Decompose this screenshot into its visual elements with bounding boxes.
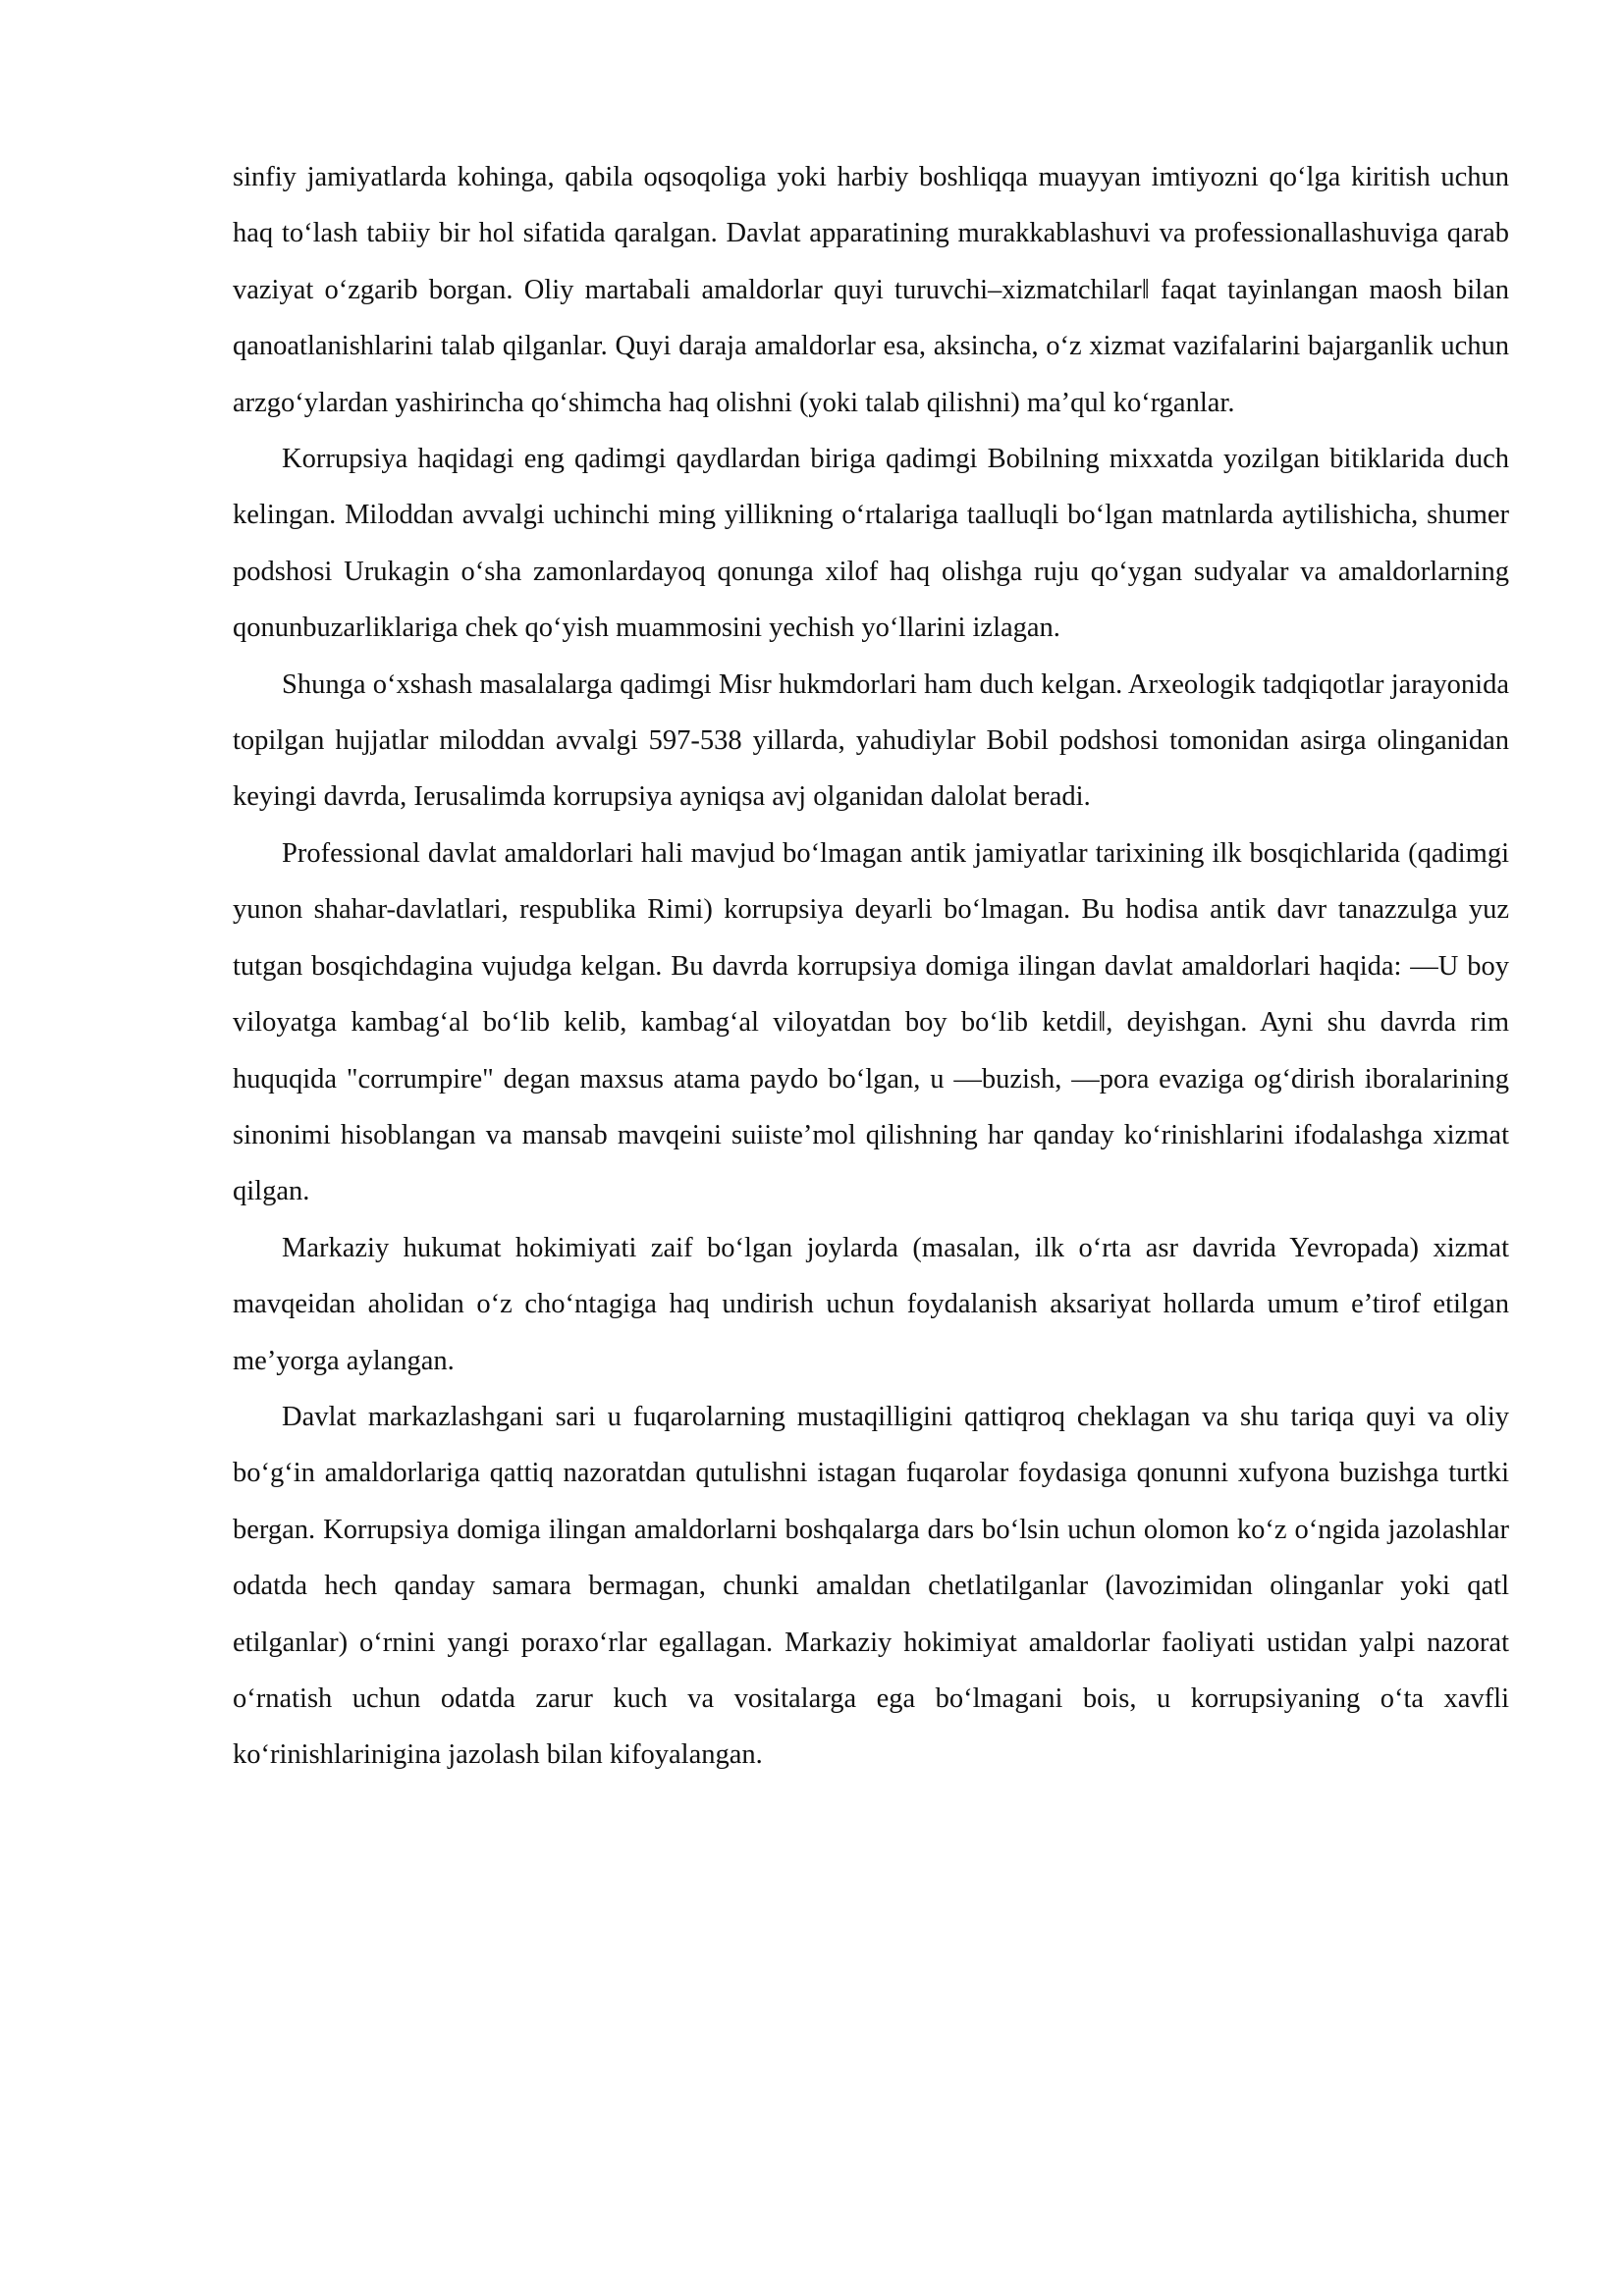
paragraph-antiquity: Professional davlat amaldorlari hali mavjud bo‘lmagan antik jamiyatlar tarixining ilk bosqichlarida (qadimgi yunon shahar-davlatlari, respublika Rimi) korrupsiya deyarli bo‘lmagan. Bu hodisa antik davr tanazzulga yuz tutgan bosqichdagina vujudga kelgan. Bu davrda korrupsiya domiga ilingan davlat amaldorlari haqida: ―U boy viloyatga kambag‘al bo‘lib kelib, kambag‘al viloyatdan boy bo‘lib ketdi‖, deyishgan. Ayni shu davrda rim huquqida "corrumpire" degan maxsus atama paydo bo‘lgan, u ―buzish, ―pora evaziga og‘dirish iboralarining sinonimi hisoblangan va mansab mavqeini suiiste’mol qilishning har qanday ko‘rinishlarini ifodalashga xizmat qilgan. <box>233 837 1509 1207</box>
paragraph-egypt: Shunga o‘xshash masalalarga qadimgi Misr hukmdorlari ham duch kelgan. Arxeologik tadqiqotlar jarayonida topilgan hujjatlar miloddan avvalgi 597-538 yillarda, yahudiylar Bobil podshosi tomonidan asirga olinganidan keyingi davrda, Ierusalimda korrupsiya ayniqsa avj olganidan dalolat beradi. <box>233 668 1509 813</box>
document-body <box>233 149 1509 1784</box>
paragraph-babylon: Korrupsiya haqidagi eng qadimgi qaydlardan biriga qadimgi Bobilning mixxatda yozilgan bitiklarida duch kelingan. Miloddan avvalgi uchinchi ming yillikning o‘rtalariga taalluqli bo‘lgan matnlarda aytilishicha, shumer podshosi Urukagin o‘sha zamonlardayoq qonunga xilof haq olishga ruju qo‘ygan sudyalar va amaldorlarning qonunbuzarliklariga chek qo‘yish muammosini yechish yo‘llarini izlagan. <box>233 444 1509 644</box>
paragraph-continuation: sinfiy jamiyatlarda kohinga, qabila oqsoqoliga yoki harbiy boshliqqa muayyan imtiyozni qo‘lga kiritish uchun haq to‘lash tabiiy bir hol sifatida qaralgan. Davlat apparatining murakkablashuvi va professionallashuviga qarab vaziyat o‘zgarib borgan. Oliy martabali amaldorlar quyi turuvchi–xizmatchilar‖ faqat tayinlangan maosh bilan qanoatlanishlarini talab qilganlar. Quyi daraja amaldorlar esa, aksincha, o‘z xizmat vazifalarini bajarganlik uchun arzgo‘ylardan yashirincha qo‘shimcha haq olishni (yoki talab qilishni) ma’qul ko‘rganlar. <box>233 162 1509 418</box>
paragraph-middle-ages: Markaziy hukumat hokimiyati zaif bo‘lgan joylarda (masalan, ilk o‘rta asr davrida Yevropada) xizmat mavqeidan aholidan o‘z cho‘ntagiga haq undirish uchun foydalanish aksariyat hollarda umum e’tirof etilgan me’yorga aylangan. <box>233 1232 1509 1376</box>
paragraph-centralization: Davlat markazlashgani sari u fuqarolarning mustaqilligini qattiqroq cheklagan va shu tariqa quyi va oliy bo‘g‘in amaldorlariga qattiq nazoratdan qutulishni istagan fuqarolar foydasiga qonunni xufyona buzishga turtki bergan. Korrupsiya domiga ilingan amaldorlarni boshqalarga dars bo‘lsin uchun olomon ko‘z o‘ngida jazolashlar odatda hech qanday samara bermagan, chunki amaldan chetlatilganlar (lavozimidan olinganlar yoki qatl etilganlar) o‘rnini yangi poraxo‘rlar egallagan. Markaziy hokimiyat amaldorlar faoliyati ustidan yalpi nazorat o‘rnatish uchun odatda zarur kuch va vositalarga ega bo‘lmagani bois, u korrupsiyaning o‘ta xavfli ko‘rinishlarinigina jazolash bilan kifoyalangan. <box>233 1401 1509 1771</box>
